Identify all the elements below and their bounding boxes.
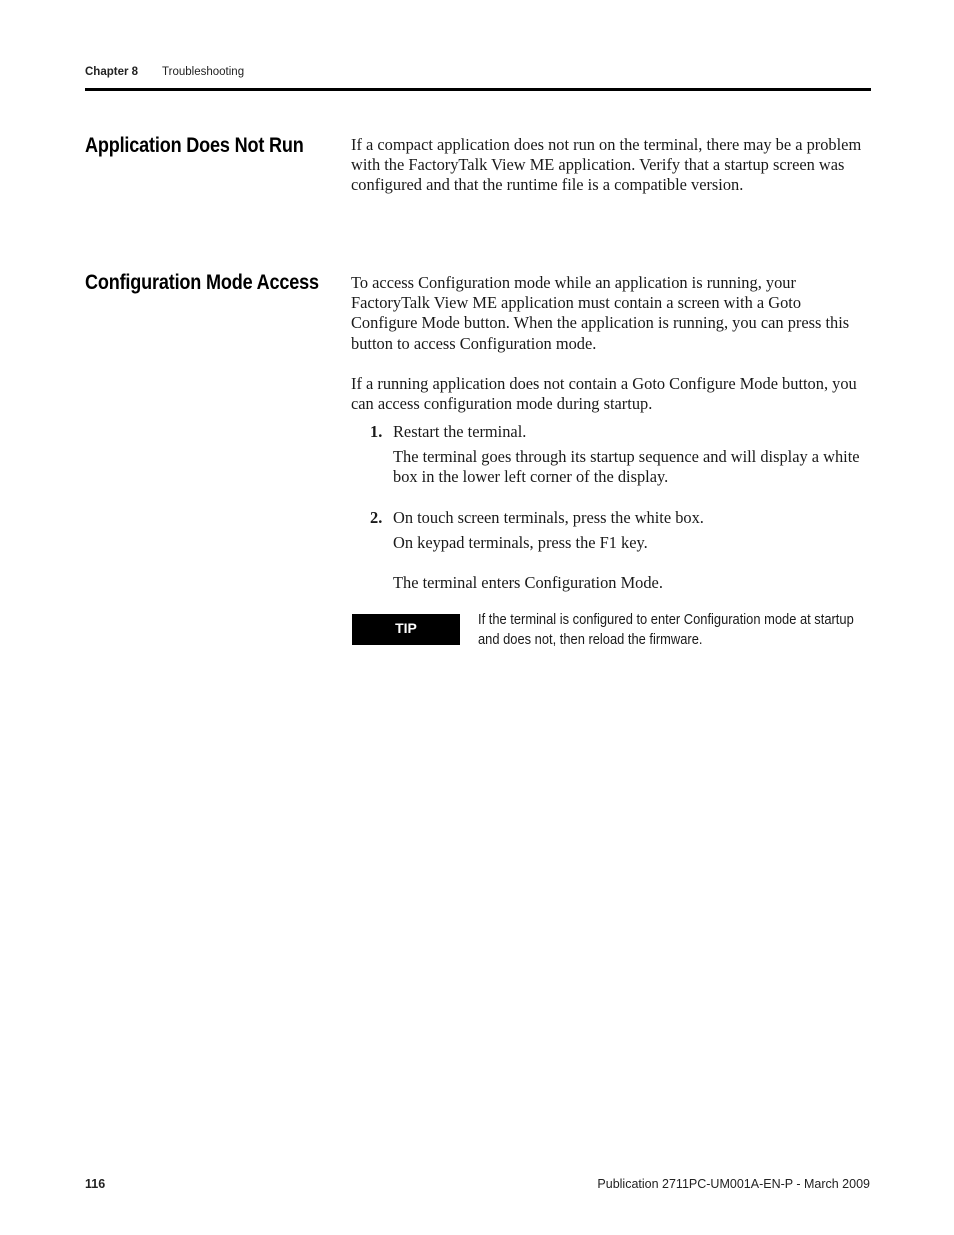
paragraph-configuration-startup: If a running application does not contain a Goto Configure Mode button, you can access configuration mode during startup. bbox=[351, 374, 857, 414]
paragraph-application-does-not-run: If a compact application does not run on the terminal, there may be a problem with the FactoryTalk View ME application. Verify that a startup screen was configured and that the runtime file is a compatible version. bbox=[351, 135, 862, 195]
step-1-text: Restart the terminal. bbox=[393, 422, 527, 441]
step-2-detail-keypad: On keypad terminals, press the F1 key. bbox=[393, 533, 648, 552]
tip-label: TIP bbox=[352, 614, 460, 645]
section-heading-application-does-not-run: Application Does Not Run bbox=[85, 134, 304, 157]
chapter-title: Troubleshooting bbox=[162, 66, 245, 78]
page-number: 116 bbox=[85, 1177, 106, 1191]
chapter-label: Chapter 8 bbox=[85, 66, 139, 78]
step-number-2: 2. bbox=[370, 508, 383, 527]
section-heading-configuration-mode-access: Configuration Mode Access bbox=[85, 271, 319, 294]
step-number-1: 1. bbox=[370, 422, 383, 441]
step-1-detail: The terminal goes through its startup sequence and will display a white box in the lower left corner of the display. bbox=[393, 447, 860, 487]
header-rule bbox=[85, 88, 871, 91]
step-2-text: On touch screen terminals, press the white box. bbox=[393, 508, 704, 527]
running-header bbox=[85, 66, 244, 78]
publication-info: Publication 2711PC-UM001A-EN-P - March 2009 bbox=[597, 1177, 870, 1191]
step-2-detail-result: The terminal enters Configuration Mode. bbox=[393, 573, 663, 592]
paragraph-configuration-intro: To access Configuration mode while an application is running, your FactoryTalk View ME application must contain a screen with a Goto Configure Mode button. When the application is running, you can press this button to access Configuration mode. bbox=[351, 273, 850, 353]
tip-text: If the terminal is configured to enter Configuration mode at startup and does not, then reload the firmware. bbox=[478, 611, 854, 648]
